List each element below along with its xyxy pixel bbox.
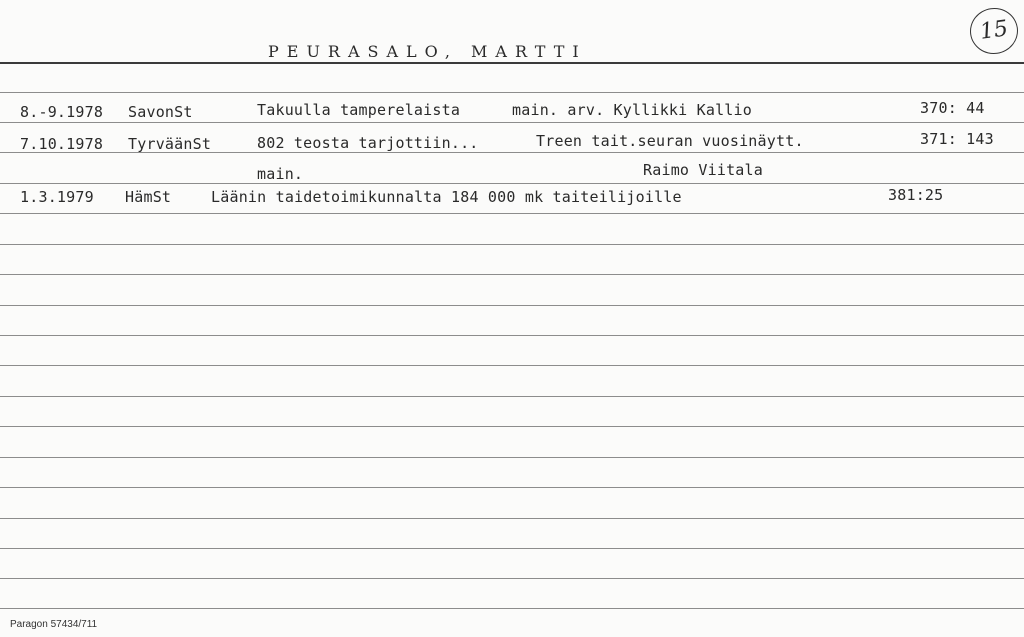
card-number-stamp: 15: [967, 5, 1021, 57]
ruled-line: [0, 244, 1024, 245]
entry-date: 8.-9.1978: [20, 103, 104, 121]
entry-source: HämSt: [125, 188, 172, 206]
ruled-line: [0, 396, 1024, 397]
ruled-line: [0, 92, 1024, 93]
header-rule: [0, 62, 1024, 64]
ruled-line: [0, 426, 1024, 427]
entry-note: main. arv. Kyllikki Kallio: [512, 101, 752, 119]
entry-reference: 371: 143: [920, 130, 994, 148]
entry-source: TyrväänSt: [128, 135, 212, 153]
ruled-line: [0, 487, 1024, 488]
ruled-line: [0, 213, 1024, 214]
ruled-line: [0, 518, 1024, 519]
ruled-line: [0, 305, 1024, 306]
printer-imprint: Paragon 57434/711: [10, 619, 98, 630]
entry-title: 802 teosta tarjottiin...: [257, 134, 479, 152]
entry-title: Läänin taidetoimikunnalta 184 000 mk taiteilijoille: [211, 188, 682, 206]
card-heading-name: PEURASALO, MARTTI: [268, 42, 587, 61]
ruled-line: [0, 548, 1024, 549]
entry-source: SavonSt: [128, 103, 193, 121]
ruled-line: [0, 365, 1024, 366]
entry-title: Takuulla tamperelaista: [257, 101, 461, 119]
entry-date: 1.3.1979: [20, 188, 94, 206]
ruled-line: [0, 335, 1024, 336]
ruled-line: [0, 608, 1024, 609]
ruled-line: [0, 122, 1024, 123]
entry-date: 7.10.1978: [20, 135, 104, 153]
entry-continuation-note: Raimo Viitala: [643, 161, 763, 179]
entry-note: Treen tait.seuran vuosinäytt.: [536, 132, 804, 150]
ruled-line: [0, 274, 1024, 275]
entry-reference: 370: 44: [920, 99, 985, 117]
entry-continuation: main.: [257, 165, 304, 183]
ruled-line: [0, 457, 1024, 458]
ruled-line: [0, 578, 1024, 579]
ruled-line: [0, 183, 1024, 184]
entry-reference: 381:25: [888, 186, 944, 204]
